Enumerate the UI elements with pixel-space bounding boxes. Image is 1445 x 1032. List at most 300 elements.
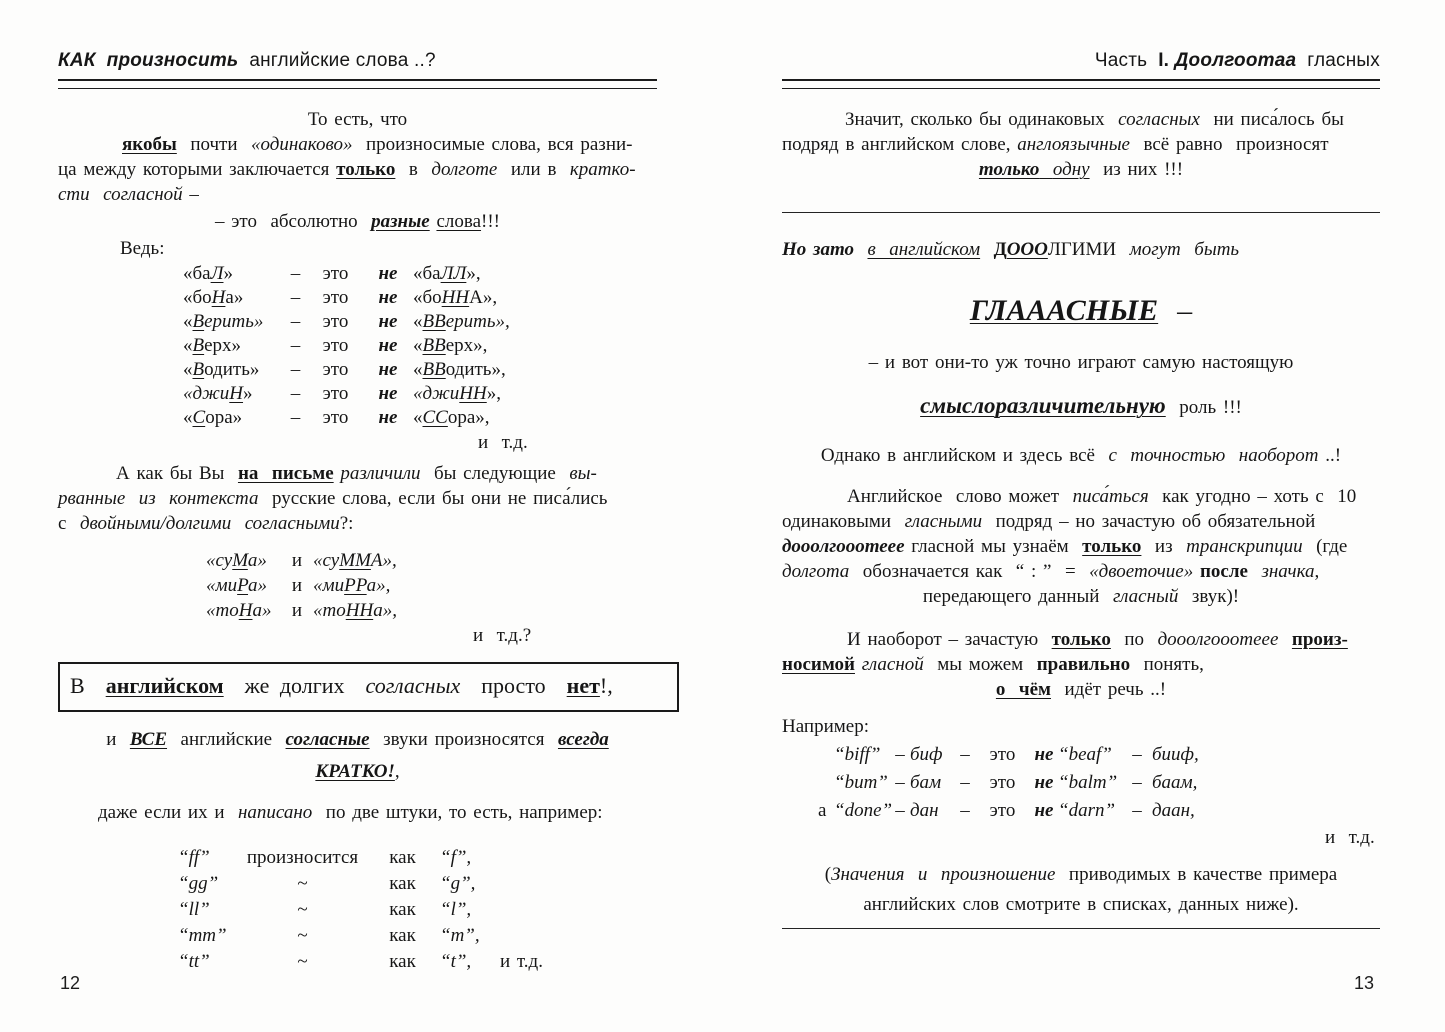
text-segment: » [243, 383, 253, 404]
text-segment: как [389, 925, 416, 946]
text-segment: передающего данный [922, 586, 1113, 607]
text-segment: – [290, 407, 301, 428]
text-segment: бииф, [1152, 744, 1199, 765]
text-segment: Н [238, 600, 253, 621]
text-segment: « [413, 311, 423, 332]
text-segment: это [989, 744, 1016, 765]
text-segment: Однако в английском и здесь всё [820, 445, 1109, 466]
text-block [782, 107, 1380, 182]
text-segment: “biff” [834, 744, 881, 765]
text-segment: звуки произносятся [369, 729, 558, 750]
text-segment: И наоборот – зачастую [847, 629, 1052, 650]
text-segment: а» [248, 575, 268, 596]
text-segment: «двоеточие» [1089, 561, 1194, 582]
text-segment: это [322, 287, 349, 308]
text-segment: это [989, 800, 1016, 821]
text-segment: не [378, 335, 398, 356]
table-cell [890, 769, 910, 797]
text-segment: ~ [297, 899, 308, 920]
text-segment: английские [167, 729, 286, 750]
text-segment: русские слова, если бы они не писа́лись [258, 488, 608, 509]
table-cell [413, 358, 583, 382]
text-segment: по две штуки, то есть, например: [312, 802, 603, 823]
table-block [58, 548, 657, 623]
text-segment: а», [373, 600, 397, 621]
text-segment: значка [1261, 561, 1315, 582]
text-segment: почти [176, 134, 252, 155]
text-segment: звук)! [1178, 586, 1240, 607]
table-row [183, 286, 583, 310]
text-segment: Например: [782, 716, 869, 737]
text-segment: на письме [237, 463, 334, 484]
table-cell [500, 949, 620, 975]
table-cell [440, 949, 500, 975]
table-cell [365, 949, 440, 975]
text-line [782, 825, 1380, 850]
table-cell [281, 573, 313, 598]
text-segment: – [290, 263, 301, 284]
table-row [818, 769, 1247, 797]
text-line [782, 237, 1380, 262]
text-block [782, 484, 1380, 609]
table-cell [818, 741, 834, 769]
text-segment: I. [1158, 50, 1175, 71]
text-segment: понять, [1130, 654, 1204, 675]
text-block [58, 236, 657, 261]
text-block [782, 350, 1380, 375]
table-cell [413, 406, 583, 430]
text-segment: могут быть [1129, 239, 1240, 260]
table-row [178, 845, 620, 871]
text-block [58, 800, 657, 825]
table-cell [313, 573, 473, 598]
text-segment: это [322, 383, 349, 404]
text-segment: В [70, 673, 106, 698]
text-segment: гласной мы узнаём [904, 536, 1083, 557]
table-cell [183, 358, 283, 382]
text-segment: написано [238, 802, 313, 823]
table-cell [818, 769, 834, 797]
table-cell [308, 262, 363, 286]
text-segment: НН [459, 383, 487, 404]
table-row [206, 573, 473, 598]
text-segment: только [1051, 629, 1111, 650]
table-cell [1122, 797, 1152, 825]
text-segment: В [192, 359, 205, 380]
text-segment: а [818, 800, 827, 821]
text-segment: С [192, 407, 206, 428]
table-cell [308, 286, 363, 310]
text-segment: “m”, [440, 925, 480, 946]
text-segment: “balm” [1058, 772, 1118, 793]
table-row [183, 382, 583, 406]
text-segment: «то [313, 600, 346, 621]
text-segment: – и вот они-то уж точно играют самую настоящую [868, 352, 1294, 373]
table-cell [1030, 797, 1058, 825]
text-segment: носимой [782, 654, 855, 675]
text-line [782, 627, 1380, 652]
table-cell [283, 334, 308, 358]
text-block [782, 627, 1380, 702]
page-number-right: 13 [1353, 973, 1374, 993]
text-segment: В [192, 311, 205, 332]
text-line [58, 430, 657, 455]
table-cell [440, 923, 500, 949]
text-segment: ора» [205, 407, 243, 428]
text-segment: только [978, 159, 1040, 180]
text-segment: и [291, 575, 303, 596]
consonant-pairs-table [183, 262, 583, 430]
text-segment: «бо [413, 287, 442, 308]
text-segment: подряд – но зачастую об обязательной [982, 511, 1316, 532]
text-segment: с [58, 513, 80, 534]
text-block [58, 724, 657, 788]
text-segment: «то [206, 600, 239, 621]
table-cell [413, 286, 583, 310]
text-segment: – [960, 800, 970, 821]
text-block [782, 391, 1380, 423]
text-line [782, 443, 1380, 468]
page-header-right [782, 50, 1380, 89]
table-cell [308, 310, 363, 334]
text-segment: гласных [1296, 50, 1380, 71]
text-segment: дооолгооотеее [782, 536, 905, 557]
text-segment: Часть [1094, 50, 1159, 71]
text-line [782, 860, 1380, 890]
text-segment: », [466, 263, 481, 284]
text-segment: а» [225, 287, 244, 308]
text-segment: по [1110, 629, 1158, 650]
table-cell [363, 358, 413, 382]
text-line [58, 236, 657, 261]
text-segment: » [223, 263, 233, 284]
table-cell [1152, 797, 1247, 825]
text-segment: « [413, 407, 423, 428]
text-segment: То есть, что [307, 109, 408, 130]
text-segment: “t”, [440, 951, 472, 972]
text-segment: как [389, 873, 416, 894]
text-segment: английских слов смотрите в списках, данных ниже). [863, 894, 1299, 915]
text-segment: подряд в английском слове, [782, 134, 1018, 155]
text-segment: произносится [246, 847, 359, 868]
text-segment: ?: [339, 513, 354, 534]
text-segment: это [989, 772, 1016, 793]
text-segment: же долгих [223, 673, 366, 698]
text-segment: не [378, 383, 398, 404]
text-segment: », [486, 383, 501, 404]
text-segment: ерх» [204, 335, 242, 356]
text-segment: гласный [1112, 586, 1179, 607]
table-cell [183, 286, 283, 310]
text-line [58, 511, 657, 536]
table-cell [834, 741, 890, 769]
table-row [183, 310, 583, 334]
text-segment: “done” [834, 800, 893, 821]
text-segment: приводимых в качестве примера [1055, 864, 1338, 885]
table-cell [1152, 741, 1247, 769]
header-rule-left [58, 79, 657, 89]
table-cell [183, 334, 283, 358]
text-segment: баам, [1152, 772, 1198, 793]
text-segment: даан, [1152, 800, 1195, 821]
table-cell [240, 923, 365, 949]
text-segment: «ба [413, 263, 441, 284]
text-segment: как [389, 951, 416, 972]
text-segment: бам [910, 772, 942, 793]
table-cell [313, 548, 473, 573]
table-cell [308, 382, 363, 406]
table-cell [890, 797, 910, 825]
text-segment: не [378, 311, 398, 332]
text-segment: ЛГИМИ [1047, 239, 1130, 260]
text-line [58, 486, 657, 511]
text-segment: – [1158, 294, 1193, 327]
text-segment [980, 239, 994, 260]
text-segment: Л [210, 263, 224, 284]
text-segment: ВВ [422, 359, 446, 380]
text-segment: и т.д. [500, 951, 543, 972]
text-segment: , [394, 761, 400, 782]
text-segment: обозначается как “ : ” = [849, 561, 1090, 582]
text-segment: Значения и произношение [831, 864, 1056, 885]
text-segment: ВВ [422, 335, 446, 356]
text-segment: а», [366, 575, 391, 596]
text-segment: – [290, 311, 301, 332]
text-block [782, 292, 1380, 330]
text-segment [1193, 561, 1200, 582]
table-row [178, 923, 620, 949]
table-cell [363, 382, 413, 406]
text-segment: « [413, 359, 423, 380]
table-cell [500, 923, 620, 949]
table-row [183, 358, 583, 382]
text-line [782, 714, 1380, 739]
text-segment: биф [910, 744, 943, 765]
text-line [782, 292, 1380, 330]
text-segment: «су [206, 550, 233, 571]
text-line [782, 350, 1380, 375]
text-segment: “g”, [440, 873, 476, 894]
text-segment: долгота [782, 561, 850, 582]
table-cell [955, 797, 975, 825]
table-cell [363, 334, 413, 358]
table-cell [440, 845, 500, 871]
text-line [782, 677, 1380, 702]
text-segment: мы можем [923, 654, 1037, 675]
text-segment: – [290, 287, 301, 308]
text-line [782, 484, 1380, 509]
text-segment: и [106, 729, 130, 750]
text-line [782, 132, 1380, 157]
table-row [206, 548, 473, 573]
text-segment: из них !!! [1089, 159, 1184, 180]
text-segment: только [1082, 536, 1142, 557]
table-cell [910, 797, 955, 825]
table-cell [910, 741, 955, 769]
text-segment: дан [910, 800, 939, 821]
table-cell [413, 262, 583, 286]
running-title-left [58, 50, 657, 72]
text-segment: “ff” [178, 847, 210, 868]
text-segment: « [183, 335, 193, 356]
text-segment: не [1034, 800, 1054, 821]
text-segment: “f”, [440, 847, 472, 868]
table-block [782, 741, 1380, 825]
table-cell [890, 741, 910, 769]
text-segment: смыслоразличительную [920, 393, 1166, 418]
page-content-left [58, 94, 657, 975]
text-segment: “beaf” [1058, 744, 1112, 765]
text-segment: всегда [557, 729, 609, 750]
table-row [183, 334, 583, 358]
table-cell [500, 897, 620, 923]
table-cell [1058, 741, 1122, 769]
doubled-consonants-table [178, 845, 620, 975]
table-row [183, 406, 583, 430]
text-segment: ~ [297, 925, 308, 946]
table-cell [1058, 769, 1122, 797]
text-segment [855, 654, 862, 675]
text-segment: « [413, 335, 423, 356]
text-segment: КРАТКО! [315, 761, 395, 782]
text-segment: согласных [365, 673, 461, 698]
text-segment: идёт речь ..! [1051, 679, 1167, 700]
running-title-right [782, 50, 1380, 72]
table-block [58, 262, 657, 430]
page-left [58, 0, 657, 1032]
text-block [58, 132, 657, 207]
text-segment: Значит, сколько бы одинаковых [845, 109, 1119, 130]
text-segment: произносимые слова, вся разни- [352, 134, 633, 155]
text-block [782, 860, 1380, 920]
table-row [178, 897, 620, 923]
text-segment: просто [460, 673, 567, 698]
text-segment: не [1034, 744, 1054, 765]
table-cell [283, 406, 308, 430]
text-segment: – [290, 383, 301, 404]
text-segment: А», [370, 550, 397, 571]
text-segment: двойными/долгими согласными [79, 513, 340, 534]
table-cell [240, 897, 365, 923]
text-line [782, 157, 1380, 182]
text-segment [854, 239, 868, 260]
table-cell [1058, 797, 1122, 825]
text-segment: это [322, 335, 349, 356]
table-cell [283, 286, 308, 310]
text-segment: а» [252, 600, 272, 621]
text-segment: сти согласной [58, 184, 183, 205]
text-segment: с точностью наоборот [1108, 445, 1319, 466]
text-segment: долготе [431, 159, 498, 180]
text-segment: одинаковыми [782, 511, 905, 532]
text-block [58, 430, 657, 455]
text-block [58, 209, 657, 234]
table-cell [283, 310, 308, 334]
text-segment: роль !!! [1165, 397, 1242, 418]
text-segment: – [895, 800, 905, 821]
text-line [782, 652, 1380, 677]
text-segment: гласными [904, 511, 983, 532]
text-line [58, 724, 657, 756]
text-segment: ГЛАААСНЫЕ [969, 294, 1159, 327]
text-segment: “mm” [178, 925, 227, 946]
page-number-left: 12 [60, 973, 81, 993]
text-block [58, 107, 657, 132]
table-cell [818, 797, 834, 825]
text-segment: « [183, 359, 193, 380]
text-line [58, 756, 657, 788]
text-segment: одну [1052, 159, 1090, 180]
table-cell [178, 897, 240, 923]
table-cell [308, 334, 363, 358]
text-segment: ММ [339, 550, 371, 571]
table-cell [413, 382, 583, 406]
table-cell [183, 262, 283, 286]
text-segment: произ- [1291, 629, 1348, 650]
table-row [818, 741, 1247, 769]
text-segment [1039, 159, 1053, 180]
text-segment: якобы [122, 134, 177, 155]
text-segment: ора», [447, 407, 490, 428]
text-segment: после [1199, 561, 1248, 582]
text-segment: и [291, 550, 303, 571]
text-segment: “bum” [834, 772, 888, 793]
text-segment: “ll” [178, 899, 210, 920]
text-segment: – это абсолютно [214, 211, 372, 232]
text-segment: одить», [445, 359, 506, 380]
text-segment: английском [105, 673, 224, 698]
text-segment: ни писа́лось бы [1199, 109, 1344, 130]
text-segment: НН [345, 600, 374, 621]
text-segment: “darn” [1058, 800, 1116, 821]
table-cell [975, 769, 1030, 797]
text-segment: «бо [183, 287, 212, 308]
table-cell [281, 548, 313, 573]
text-segment: ООО [1006, 239, 1048, 260]
text-segment: из [1141, 536, 1187, 557]
text-segment: ца между которыми заключается [58, 159, 337, 180]
table-cell [500, 871, 620, 897]
table-cell [313, 598, 473, 623]
text-segment: не [378, 359, 398, 380]
text-segment: или в [497, 159, 570, 180]
text-segment: и т.д.? [473, 625, 532, 646]
text-segment: ЛЛ [440, 263, 467, 284]
text-segment: разные [371, 211, 430, 232]
text-segment: слова [436, 211, 482, 232]
text-segment: НН [441, 287, 470, 308]
text-line [782, 509, 1380, 534]
page-content-right [782, 94, 1380, 931]
separator-rule [782, 212, 1380, 215]
text-segment: А как бы Вы [116, 463, 238, 484]
text-segment: как [389, 847, 416, 868]
text-segment [1248, 561, 1262, 582]
text-segment: это [322, 407, 349, 428]
text-segment: гласной [861, 654, 924, 675]
text-segment: !!! [481, 211, 501, 232]
text-segment: – [182, 184, 199, 205]
text-block [782, 825, 1380, 850]
table-cell [1122, 741, 1152, 769]
header-rule-right [782, 79, 1380, 89]
text-segment: и [291, 600, 303, 621]
text-segment: различили [340, 463, 421, 484]
table-cell [283, 382, 308, 406]
table-cell [240, 949, 365, 975]
text-segment: – [290, 359, 301, 380]
page-header-left [58, 50, 657, 89]
